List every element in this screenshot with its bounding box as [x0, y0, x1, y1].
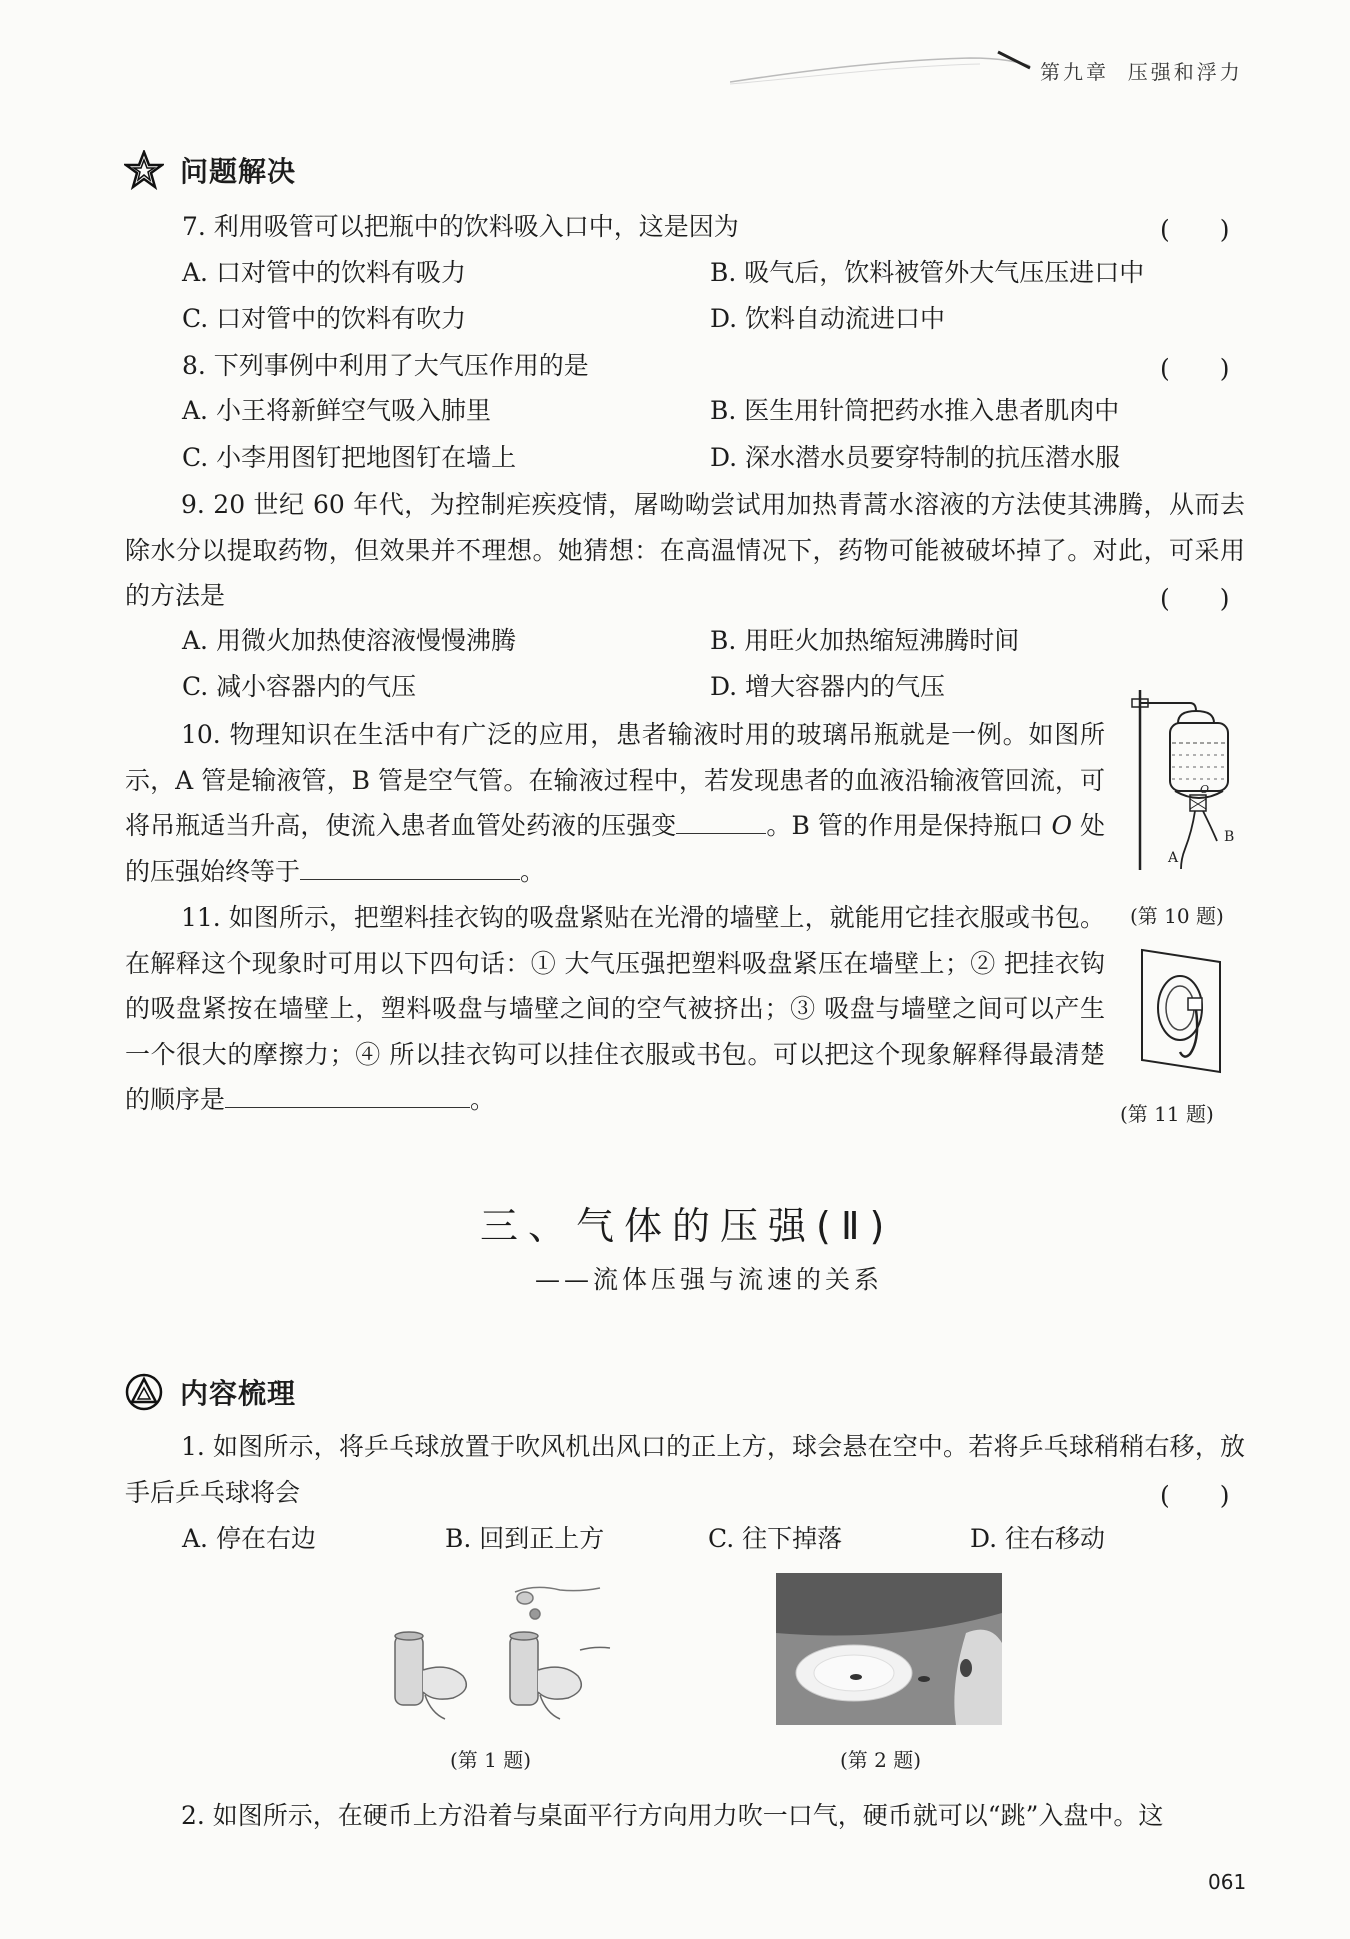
q9-option-d: D. 增大容器内的气压 — [710, 672, 946, 701]
q8-option-b: B. 医生用针筒把药水推入患者肌肉中 — [710, 396, 1120, 425]
p2-body: 2. 如图所示，在硬币上方沿着与桌面平行方向用力吹一口气，硬币就可以“跳”入盘中。这 — [181, 1801, 1164, 1830]
q8-option-c: C. 小李用图钉把地图钉在墙上 — [182, 443, 517, 472]
q7-option-c: C. 口对管中的饮料有吹力 — [182, 304, 467, 333]
star-icon — [124, 150, 164, 190]
q7-option-b: B. 吸气后，饮料被管外大气压压进口中 — [710, 258, 1145, 287]
q7-stem: 7. 利用吸管可以把瓶中的饮料吸入口中，这是因为 — [182, 212, 739, 241]
triangle-circle-icon — [124, 1372, 164, 1412]
q9-text — [125, 482, 1245, 619]
q11-text — [125, 895, 1105, 1123]
q9-answer-paren: ( ) — [1160, 584, 1230, 613]
q7-answer-paren: ( ) — [1160, 215, 1230, 244]
q10-body-4: 。 — [520, 856, 546, 886]
p1-caption-2: (第 2 题) — [840, 1748, 922, 1772]
q9-option-c: C. 减小容器内的气压 — [182, 672, 417, 701]
topic-label: 压强和浮力 — [1127, 60, 1243, 84]
q7-option-d: D. 饮料自动流进口中 — [710, 304, 946, 333]
p1-caption-1: (第 1 题) — [450, 1748, 532, 1772]
q10-blank-2[interactable] — [300, 857, 520, 880]
p1-body: 1. 如图所示，将乒乓球放置于吹风机出风口的正上方，球会悬在空中。若将乒乓球稍稍右移，放手后乒乓球将会 — [125, 1432, 1245, 1507]
p1-option-b: B. 回到正上方 — [445, 1524, 605, 1553]
page-number: 061 — [1208, 1870, 1247, 1894]
p1-option-a: A. 停在右边 — [182, 1524, 316, 1553]
section-title-problem-solving: 问题解决 — [180, 155, 297, 188]
p1-answer-paren: ( ) — [1160, 1481, 1230, 1510]
p1-text — [125, 1424, 1245, 1515]
q10-body-2: 。B 管的作用是保持瓶口 — [766, 811, 1044, 840]
q10-point-o: O — [1051, 811, 1072, 840]
p1-figure-hair-dryer — [385, 1580, 625, 1725]
q8-option-d: D. 深水潜水员要穿特制的抗压潜水服 — [710, 443, 1121, 472]
q11-body-1: 11. 如图所示，把塑料挂衣钩的吸盘紧贴在光滑的墙壁上，就能用它挂衣服或书包。在解释这个现象时可用以下四句话：① 大气压强把塑料吸盘紧压在墙壁上；② 把挂衣钩的吸盘紧按在墙壁上，塑料吸盘与墙壁之间的空气被挤出；③ 吸盘与墙壁之间可以产生一个很大的摩擦力；④ 所以挂衣钩可以挂住衣服或书包。可以把这个现象解释得最清楚的顺序是 — [125, 903, 1105, 1114]
section-title-content-review: 内容梳理 — [180, 1377, 297, 1410]
q10-label-b: B — [1224, 829, 1235, 845]
q9-body: 9. 20 世纪 60 年代，为控制疟疾疫情，屠呦呦尝试用加热青蒿水溶液的方法使其沸腾，从而去除水分以提取药物，但效果并不理想。她猜想：在高温情况下，药物可能被破坏掉了。对此，可采用的方法是 — [125, 490, 1245, 610]
header-decoration — [730, 40, 1040, 90]
q10-blank-1[interactable] — [676, 811, 766, 834]
chapter-title: 三、气体的压强(Ⅱ) — [480, 1204, 895, 1248]
q10-body-3: 处的压强始终等于 — [125, 811, 1105, 886]
p2-text — [125, 1793, 1245, 1839]
header-chapter — [1040, 56, 1243, 85]
q10-figure-iv-drip — [1120, 685, 1250, 875]
q10-label-a: A — [1168, 850, 1179, 866]
p1-option-c: C. 往下掉落 — [708, 1524, 843, 1553]
q11-caption: (第 11 题) — [1120, 1102, 1214, 1126]
q8-stem: 8. 下列事例中利用了大气压作用的是 — [182, 351, 589, 380]
chapter-label: 第九章 — [1040, 60, 1109, 84]
p1-option-d: D. 往右移动 — [970, 1524, 1106, 1553]
q10-label-o: O — [1200, 783, 1210, 796]
q8-option-a: A. 小王将新鲜空气吸入肺里 — [182, 396, 491, 425]
q9-option-b: B. 用旺火加热缩短沸腾时间 — [710, 626, 1020, 655]
p2-figure-coin-jump-photo — [776, 1573, 1002, 1725]
q10-text — [125, 712, 1105, 894]
q7-option-a: A. 口对管中的饮料有吸力 — [182, 258, 466, 287]
q10-body-1: 10. 物理知识在生活中有广泛的应用，患者输液时用的玻璃吊瓶就是一例。如图所示，A 管是输液管，B 管是空气管。在输液过程中，若发现患者的血液沿输液管回流，可将吊瓶适当升高，使流入患者血管处药液的压强变 — [125, 720, 1105, 840]
q11-body-2: 。 — [470, 1085, 496, 1114]
q9-option-a: A. 用微火加热使溶液慢慢沸腾 — [182, 626, 516, 655]
chapter-subtitle: ——流体压强与流速的关系 — [535, 1265, 884, 1294]
q11-figure-suction-hook — [1130, 948, 1240, 1078]
q10-caption: (第 10 题) — [1130, 904, 1224, 928]
q8-answer-paren: ( ) — [1160, 354, 1230, 383]
q11-blank[interactable] — [225, 1085, 470, 1108]
